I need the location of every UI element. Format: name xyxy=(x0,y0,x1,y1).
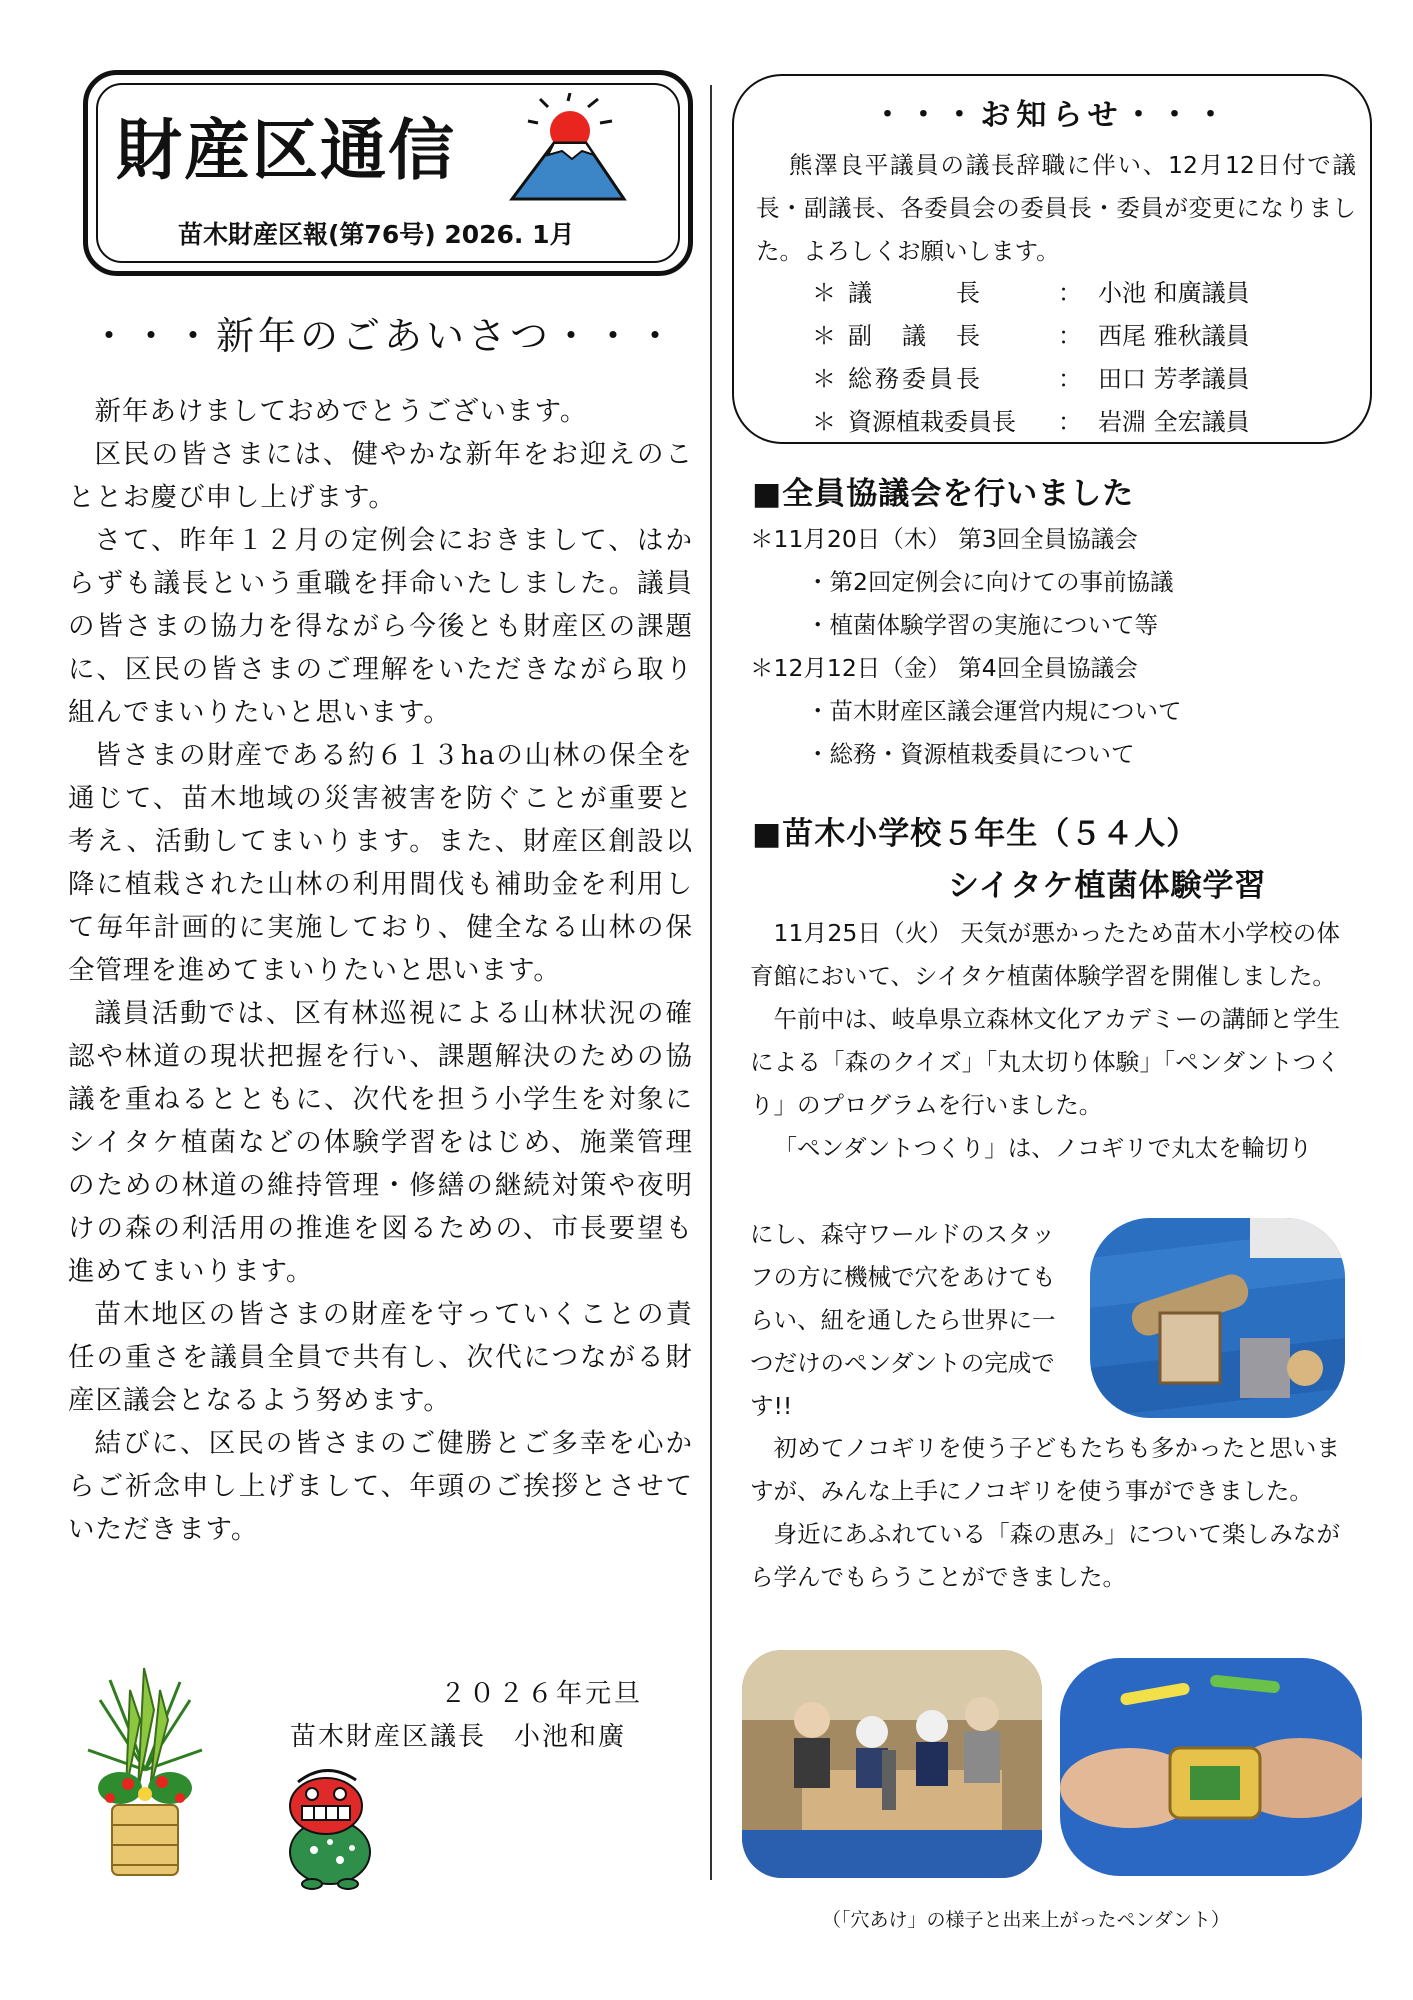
meeting-topic: ・総務・資源植栽委員について xyxy=(806,740,1135,768)
experience-heading: ■苗木小学校５年生（５４人） xyxy=(752,816,1199,852)
meeting-list xyxy=(750,518,1182,776)
log-cutting-photo xyxy=(1090,1218,1345,1418)
role-title: 副 議 長 xyxy=(848,322,983,350)
experience-paragraph: 身近にあふれている「森の恵み」について楽しみながら学んでもらうことができました。 xyxy=(750,1520,1340,1591)
role-star: ＊ xyxy=(812,322,836,350)
masthead-box xyxy=(83,70,693,276)
newsletter-title: 財産区通信 xyxy=(116,112,456,189)
meeting-topic: ・第2回定例会に向けての事前協議 xyxy=(806,568,1174,596)
experience-text-narrow: にし、森守ワールドのスタッフの方に機械で穴をあけてもらい、紐を通したら世界に一つだけのペンダントの完成です!! xyxy=(750,1220,1056,1420)
greeting-paragraph: 結びに、区民の皆さまのご健勝とご多幸を心からご祈念申し上げまして、年頭のご挨拶とさせていただきます。 xyxy=(68,1428,693,1545)
experience-paragraph: 11月25日（火） 天気が悪かったため苗木小学校の体育館において、シイタケ植菌体験学習を開催しました。 xyxy=(750,919,1340,990)
experience-paragraph: 午前中は、岐阜県立森林文化アカデミーの講師と学生による「森のクイズ」「丸太切り体験」「ペンダントつくり」のプログラムを行いました。 xyxy=(750,1005,1340,1119)
role-star: ＊ xyxy=(812,408,836,436)
role-title: 総務委員長 xyxy=(848,365,983,393)
pendant-photo xyxy=(1060,1658,1362,1876)
photo-caption: （「穴あけ」の様子と出来上がったペンダント） xyxy=(822,1909,1230,1931)
column-divider xyxy=(710,85,712,1880)
notice-text: 熊澤良平議員の議長辞職に伴い、12月12日付で議長・副議長、各委員会の委員長・委員が変更になりました。よろしくお願いします。 xyxy=(756,151,1356,265)
greeting-letter xyxy=(68,390,693,1551)
role-colon: ： xyxy=(1058,279,1082,307)
greeting-paragraph: 議員活動では、区有林巡視による山林状況の確認や林道の現状把握を行い、課題解決のための協議を重ねるとともに、次代を担う小学生を対象にシイタケ植菌などの体験学習をはじめ、施業管理のための林道の維持管理・修繕の継続対策や夜明けの森の利活用の推進を図るための、市長要望も進めてまいります。 xyxy=(68,998,693,1287)
role-list xyxy=(812,272,1250,444)
role-star: ＊ xyxy=(812,279,836,307)
meeting-heading: ■全員協議会を行いました xyxy=(752,476,1135,512)
drilling-photo xyxy=(742,1650,1042,1878)
role-star: ＊ xyxy=(812,365,836,393)
experience-text-top xyxy=(750,912,1340,1170)
greeting-paragraph: さて、昨年１２月の定例会におきまして、はからずも議長という重職を拝命いたしました。議員の皆さまの協力を得ながら今後とも財産区の課題に、区民の皆さまのご理解をいただきながら取り組んでまいりたいと思います。 xyxy=(68,525,693,728)
greeting-paragraph: 苗木地区の皆さまの財産を守っていくことの責任の重さを議員全員で共有し、次代につながる財産区議会となるよう努めます。 xyxy=(68,1299,693,1416)
role-colon: ： xyxy=(1058,408,1082,436)
greeting-paragraph: 新年あけましておめでとうございます。 xyxy=(94,396,588,427)
greeting-signature: 苗木財産区議長 小池和廣 xyxy=(290,1722,627,1752)
notice-heading: ・・・お知らせ・・・ xyxy=(872,98,1232,133)
shishimai-lion-dance-illustration xyxy=(270,1760,390,1890)
meeting-topic: ・苗木財産区議会運営内規について xyxy=(806,697,1182,725)
role-row xyxy=(812,358,1250,401)
role-name: 西尾 雅秋議員 xyxy=(1098,322,1250,350)
experience-subheading: シイタケ植菌体験学習 xyxy=(948,868,1267,904)
greeting-paragraph: 区民の皆さまには、健やかな新年をお迎えのこととお慶び申し上げます。 xyxy=(68,439,693,513)
meeting-topic: ・植菌体験学習の実施について等 xyxy=(806,611,1159,639)
greeting-paragraph: 皆さまの財産である約６１３haの山林の保全を通じて、苗木地域の災害被害を防ぐことが重要と考え、活動してまいります。また、財産区創設以降に植栽された山林の利用間伐も補助金を利用して毎年計画的に実施しており、健全なる山林の保全管理を進めてまいりたいと思います。 xyxy=(68,740,693,986)
experience-paragraph: 初めてノコギリを使う子どもたちも多かったと思いますが、みんな上手にノコギリを使う事ができました。 xyxy=(750,1434,1340,1505)
mount-fuji-sun-icon xyxy=(508,93,628,203)
issue-line: 苗木財産区報(第76号) 2026. 1月 xyxy=(178,220,575,249)
role-name: 岩淵 全宏議員 xyxy=(1098,408,1250,436)
greeting-date: ２０２６年元旦 xyxy=(440,1679,644,1709)
experience-paragraph: 「ペンダントつくり」は、ノコギリで丸太を輪切り xyxy=(773,1134,1313,1162)
role-row xyxy=(812,401,1250,444)
greeting-heading: ・・・新年のごあいさつ・・・ xyxy=(90,314,679,358)
kadomatsu-illustration xyxy=(80,1660,210,1880)
role-name: 田口 芳孝議員 xyxy=(1098,365,1250,393)
meeting-date: ＊11月20日（木） 第3回全員協議会 xyxy=(750,525,1138,553)
role-row xyxy=(812,272,1250,315)
role-name: 小池 和廣議員 xyxy=(1098,279,1250,307)
role-title: 議 長 xyxy=(848,279,983,307)
notice-box xyxy=(732,74,1372,444)
notice-body xyxy=(756,144,1356,273)
role-colon: ： xyxy=(1058,365,1082,393)
experience-text-bottom xyxy=(750,1427,1340,1599)
role-title: 資源植栽委員長 xyxy=(848,408,1016,436)
role-row xyxy=(812,315,1250,358)
meeting-date: ＊12月12日（金） 第4回全員協議会 xyxy=(750,654,1138,682)
role-colon: ： xyxy=(1058,322,1082,350)
